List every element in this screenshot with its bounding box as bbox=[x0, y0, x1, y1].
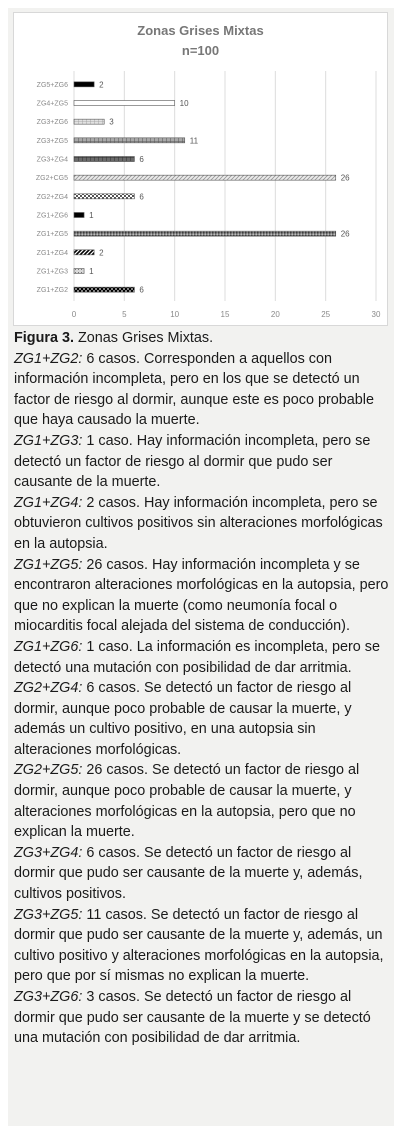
bar bbox=[74, 250, 94, 255]
caption-item bbox=[14, 760, 392, 842]
figure-caption bbox=[14, 328, 392, 1049]
data-label: 10 bbox=[179, 99, 189, 108]
figure-label: Figura 3. bbox=[14, 330, 74, 346]
category-label: ZG1+ZG6 bbox=[36, 212, 68, 220]
caption-item bbox=[14, 493, 392, 555]
caption-item bbox=[14, 431, 392, 493]
caption-item bbox=[14, 905, 392, 987]
x-tick-label: 30 bbox=[371, 310, 381, 319]
data-label: 6 bbox=[139, 192, 144, 202]
data-label: 6 bbox=[139, 155, 144, 164]
category-label: ZG1+ZG4 bbox=[36, 249, 68, 257]
category-label: ZG2+CG5 bbox=[35, 175, 68, 183]
caption-code: ZG1+ZG4: bbox=[14, 494, 83, 511]
caption-text: 3 casos. Se detectó un factor de riesgo al dormir que pudo ser causante de la muerte y se detectó una mutación con posibilidad de dar arritmia. bbox=[14, 989, 371, 1047]
bar bbox=[74, 194, 134, 199]
data-label: 1 bbox=[89, 267, 94, 276]
caption-code: ZG3+ZG5: bbox=[14, 906, 83, 923]
category-label: ZG2+ZG4 bbox=[36, 193, 68, 201]
category-label: ZG3+ZG6 bbox=[36, 119, 68, 127]
caption-code: ZG1+ZG2: bbox=[14, 350, 83, 367]
bar-chart bbox=[14, 13, 387, 325]
x-tick-label: 15 bbox=[220, 310, 230, 319]
data-label: 3 bbox=[109, 117, 114, 127]
caption-code: ZG1+ZG5: bbox=[14, 556, 83, 573]
x-tick-label: 5 bbox=[122, 310, 127, 319]
category-label: ZG4+ZG5 bbox=[36, 100, 68, 108]
bar bbox=[74, 287, 134, 292]
data-label: 26 bbox=[340, 173, 350, 183]
caption-code: ZG1+ZG6: bbox=[14, 638, 83, 655]
category-label: ZG5+ZG6 bbox=[36, 81, 68, 89]
bar bbox=[74, 175, 336, 180]
caption-text: 6 casos. Corresponden a aquellos con información incompleta, pero en los que se detectó un factor de riesgo al dormir, aunque este es poco probable que haya causado la muerte. bbox=[14, 350, 374, 429]
bar bbox=[74, 231, 336, 236]
x-tick-label: 25 bbox=[321, 310, 331, 319]
caption-text: 1 caso. La información es incompleta, pero se detectó una mutación con posibilidad de dar arritmia. bbox=[14, 638, 380, 676]
chart-subtitle: n=100 bbox=[181, 43, 220, 58]
caption-text: 6 casos. Se detectó un factor de riesgo al dormir, aunque poco probable de causar la muerte, y además un cultivo positivo, en una autopsia sin alteraciones morfológicas. bbox=[14, 680, 352, 758]
caption-item bbox=[14, 349, 392, 431]
data-label: 11 bbox=[189, 136, 199, 146]
bar bbox=[74, 269, 84, 274]
caption-item bbox=[14, 843, 392, 905]
bar bbox=[74, 213, 84, 218]
category-label: ZG3+ZG4 bbox=[36, 156, 68, 164]
caption-code: ZG3+ZG6: bbox=[14, 989, 83, 1005]
figure-title: Zonas Grises Mixtas. bbox=[73, 330, 214, 346]
bar bbox=[74, 157, 134, 162]
bar bbox=[74, 82, 94, 87]
caption-text: 11 casos. Se detectó un factor de riesgo al dormir que pudo ser causante de la muerte y, además, un cultivo positivo y alteraciones morfológicas en la autopsia, pero que por sí mismas no explican la muerte. bbox=[14, 906, 384, 985]
caption-text: 1 caso. Hay información incompleta, pero se detectó un factor de riesgo al dormir que pudo ser causante de la muerte. bbox=[14, 432, 371, 491]
chart-area bbox=[13, 12, 388, 326]
caption-text: 26 casos. Hay información incompleta y se encontraron alteraciones morfológicas en la autopsia, pero que no explican la muerte (como neumonía focal o miocarditis focal alejada del sistema de conducción). bbox=[14, 556, 389, 635]
x-tick-label: 0 bbox=[71, 310, 77, 319]
caption-item bbox=[14, 555, 392, 637]
figure-panel bbox=[8, 8, 394, 1126]
category-label: ZG1+ZG3 bbox=[36, 268, 68, 276]
data-label: 1 bbox=[89, 211, 94, 220]
x-tick-label: 20 bbox=[270, 310, 280, 319]
category-label: ZG3+ZG5 bbox=[36, 137, 68, 145]
caption-item bbox=[14, 987, 392, 1049]
caption-code: ZG2+ZG5: bbox=[14, 762, 83, 779]
caption-item bbox=[14, 637, 392, 678]
caption-code: ZG1+ZG3: bbox=[14, 432, 83, 449]
data-label: 2 bbox=[99, 80, 104, 90]
category-label: ZG1+ZG5 bbox=[36, 231, 68, 239]
category-label: ZG1+ZG2 bbox=[36, 287, 68, 295]
data-label: 6 bbox=[139, 285, 144, 295]
x-tick-label: 10 bbox=[170, 310, 180, 319]
caption-text: 2 casos. Hay información incompleta, pero se obtuvieron cultivos positivos sin alteraciones morfológicas en la autopsia. bbox=[14, 494, 383, 552]
caption-code: ZG2+ZG4: bbox=[14, 680, 83, 697]
caption-code: ZG3+ZG4: bbox=[14, 844, 83, 861]
caption-text: 26 casos. Se detectó un factor de riesgo al dormir, aunque poco probable de causar la muerte, y alteraciones morfológicas en la autopsia, pero que no explican la muerte. bbox=[14, 762, 360, 841]
bar bbox=[74, 138, 185, 143]
data-label: 2 bbox=[99, 248, 104, 258]
chart-title: Zonas Grises Mixtas bbox=[137, 23, 264, 38]
caption-text: 6 casos. Se detectó un factor de riesgo al dormir que pudo ser causante de la muerte y, además, cultivos positivos. bbox=[14, 844, 363, 903]
bar bbox=[74, 101, 175, 106]
bar bbox=[74, 119, 104, 124]
caption-heading bbox=[14, 328, 392, 349]
caption-item bbox=[14, 678, 392, 760]
data-label: 26 bbox=[340, 229, 350, 239]
